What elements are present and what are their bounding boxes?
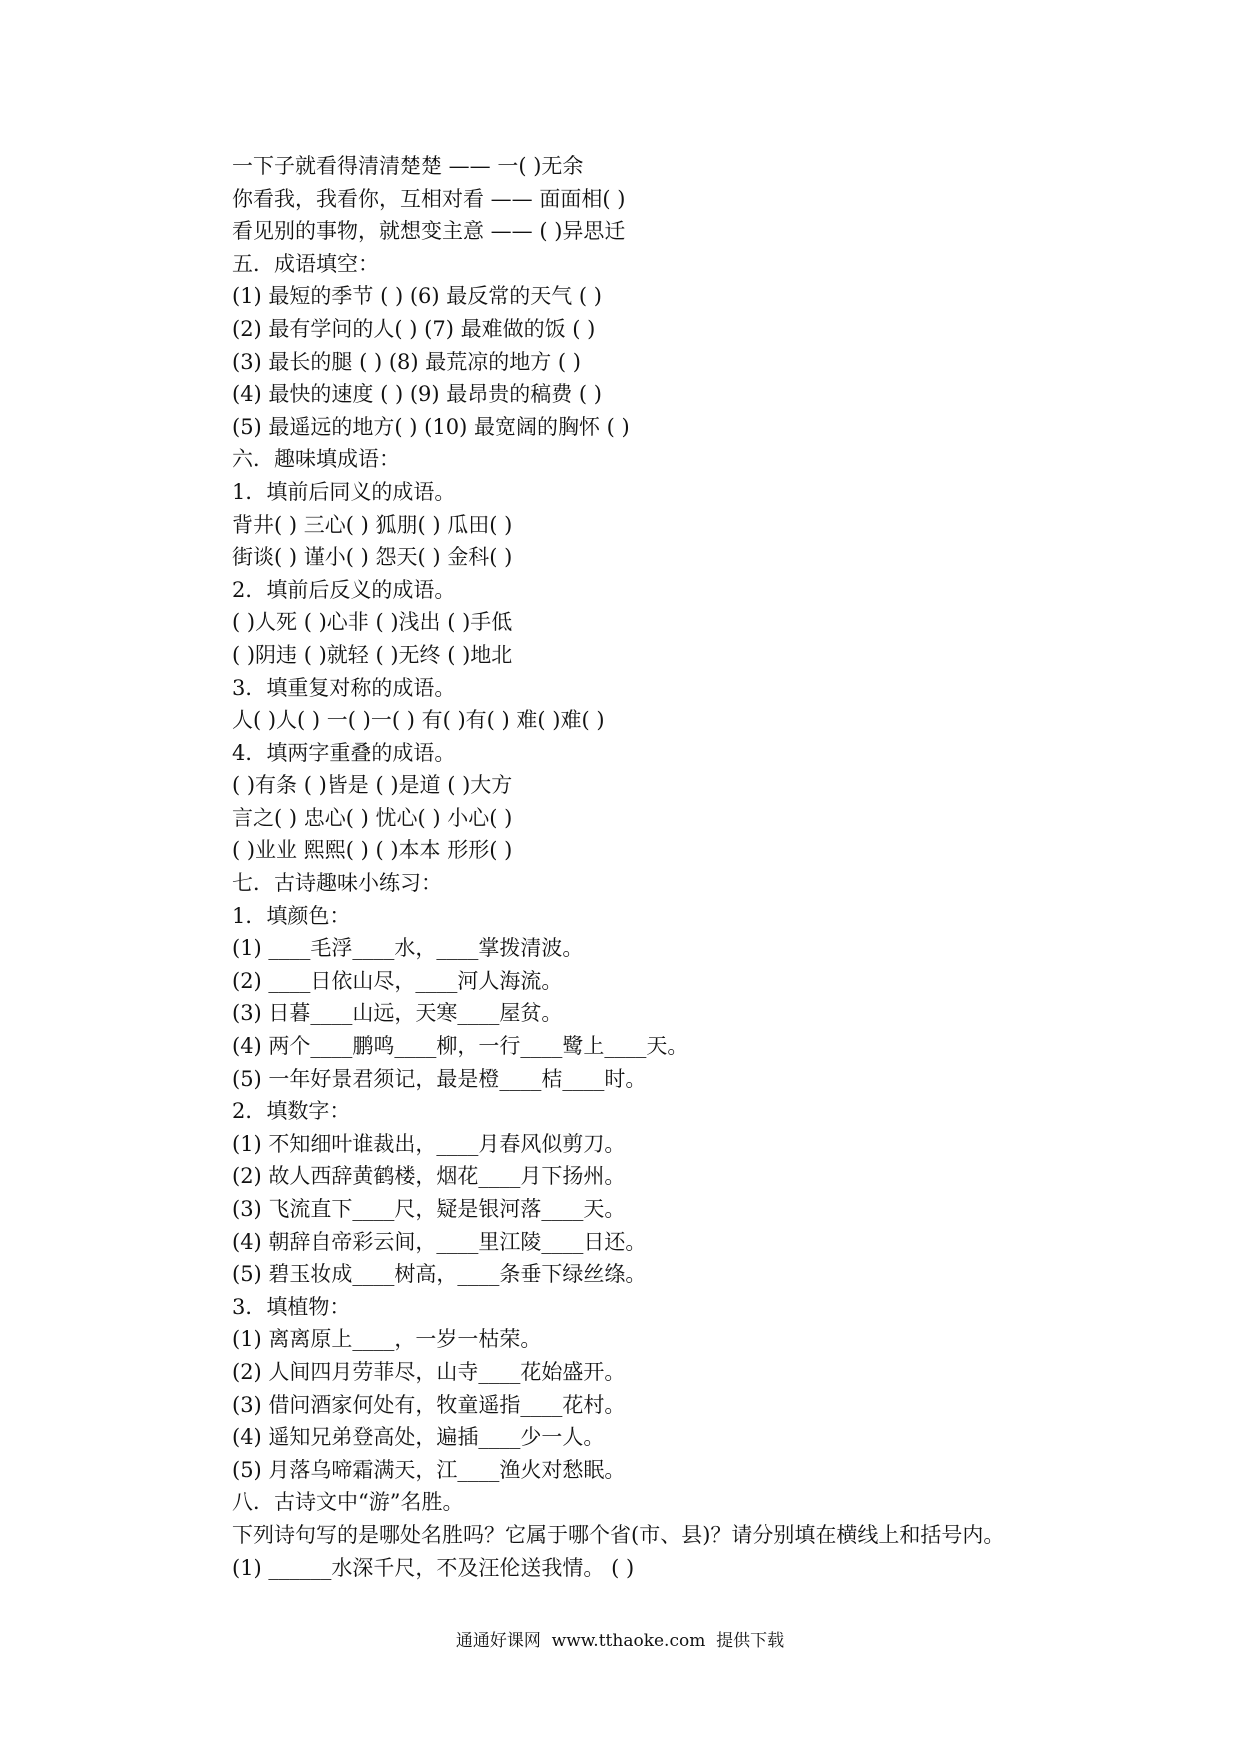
text-line: ( )人死 ( )心非 ( )浅出 ( )手低 bbox=[232, 610, 513, 635]
text-line: (1) 最短的季节 ( ) (6) 最反常的天气 ( ) bbox=[232, 284, 602, 309]
text-line: (1) ____毛浮____水，____掌拨清波。 bbox=[232, 936, 584, 961]
text-line: 4．填两字重叠的成语。 bbox=[232, 740, 456, 765]
text-line: (4) 两个____鹏鸣____柳，一行____鹭上____天。 bbox=[232, 1034, 689, 1059]
text-line: 3．填重复对称的成语。 bbox=[232, 675, 456, 700]
page-footer: 通通好课网 www.tthaoke.com 提供下载 bbox=[455, 1631, 785, 1651]
text-line: (5) 碧玉妆成____树高，____条垂下绿丝绦。 bbox=[232, 1262, 647, 1287]
text-line: 2．填前后反义的成语。 bbox=[232, 577, 456, 602]
text-line: (5) 月落乌啼霜满天，江____渔火对愁眠。 bbox=[232, 1457, 626, 1482]
text-line: (3) 日暮____山远，天寒____屋贫。 bbox=[232, 1001, 563, 1026]
text-line: (3) 飞流直下____尺，疑是银河落____天。 bbox=[232, 1197, 626, 1221]
text-line: 2．填数字： bbox=[232, 1099, 351, 1124]
text-line: 言之( ) 忠心( ) 忧心( ) 小心( ) bbox=[232, 805, 513, 830]
text-line: (2) 故人西辞黄鹤楼，烟花____月下扬州。 bbox=[232, 1164, 626, 1189]
text-line: 你看我，我看你，互相对看 —— 面面相( ) bbox=[232, 186, 626, 211]
text-line: 背井( ) 三心( ) 狐朋( ) 瓜田( ) bbox=[232, 512, 513, 537]
text-line: ( )有条 ( )皆是 ( )是道 ( )大方 bbox=[232, 773, 513, 798]
text-line: (2) ____日依山尽，____河人海流。 bbox=[232, 968, 563, 993]
text-line: (5) 一年好景君须记，最是橙____桔____时。 bbox=[232, 1066, 647, 1091]
text-line: (4) 最快的速度 ( ) (9) 最昂贵的稿费 ( ) bbox=[232, 382, 602, 407]
text-line: (1) 不知细叶谁裁出，____月春风似剪刀。 bbox=[232, 1131, 626, 1156]
text-line: (5) 最遥远的地方( ) (10) 最宽阔的胸怀 ( ) bbox=[232, 414, 630, 439]
text-line: (2) 人间四月劳菲尽，山寺____花始盛开。 bbox=[232, 1359, 626, 1384]
text-line: (1) ______水深千尺，不及汪伦送我情。 ( ) bbox=[232, 1555, 635, 1580]
text-line: 六．趣味填成语： bbox=[232, 447, 400, 472]
text-line: (3) 最长的腿 ( ) (8) 最荒凉的地方 ( ) bbox=[232, 349, 581, 374]
text-line: (4) 遥知兄弟登高处，遍插____少一人。 bbox=[232, 1425, 605, 1450]
text-line: (2) 最有学问的人( ) (7) 最难做的饭 ( ) bbox=[232, 316, 596, 341]
text-line: (4) 朝辞自帝彩云间，____里江陵____日还。 bbox=[232, 1229, 647, 1254]
text-line: 七．古诗趣味小练习： bbox=[232, 871, 442, 896]
text-line: (1) 离离原上____，一岁一枯荣。 bbox=[232, 1327, 542, 1352]
text-line: 五．成语填空： bbox=[232, 251, 379, 276]
text-line: 看见别的事物，就想变主意 —— ( )异思迁 bbox=[232, 219, 626, 244]
text-line: 下列诗句写的是哪处名胜吗？它属于哪个省(市、县)？请分别填在横线上和括号内。 bbox=[232, 1522, 1005, 1547]
text-line: 1．填颜色： bbox=[232, 903, 351, 928]
text-line: 3．填植物： bbox=[232, 1294, 351, 1319]
text-line: 八．古诗文中“游”名胜。 bbox=[232, 1490, 464, 1515]
text-line: 一下子就看得清清楚楚 —— 一( )无余 bbox=[232, 154, 584, 178]
text-line: 人( )人( ) 一( )一( ) 有( )有( ) 难( )难( ) bbox=[232, 708, 605, 733]
text-line: 1．填前后同义的成语。 bbox=[232, 479, 456, 504]
text-line: 街谈( ) 谨小( ) 怨天( ) 金科( ) bbox=[232, 545, 513, 570]
text-line: ( )业业 熙熙( ) ( )本本 形形( ) bbox=[232, 838, 513, 863]
text-line: (3) 借问酒家何处有，牧童遥指____花村。 bbox=[232, 1392, 626, 1417]
worksheet-body bbox=[232, 150, 1132, 1584]
text-line: ( )阴违 ( )就轻 ( )无终 ( )地北 bbox=[232, 642, 513, 667]
